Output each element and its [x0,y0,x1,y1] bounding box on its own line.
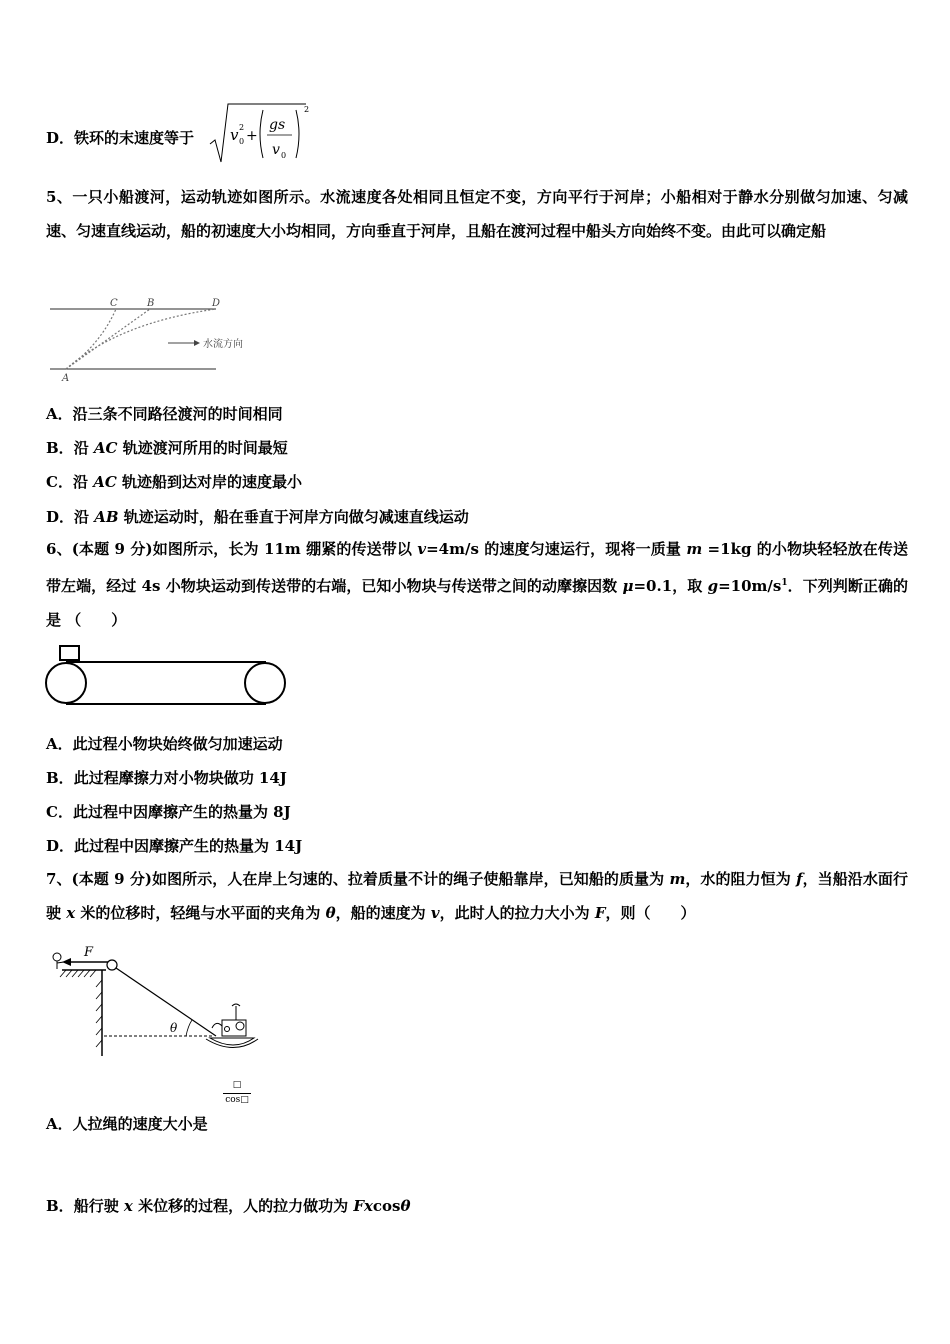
sup-2: 2 [239,123,245,132]
option-label: D． [46,129,75,147]
label-d: D [212,298,221,309]
q6-option-a [46,733,283,754]
denominator-sub: 0 [281,151,287,160]
stem-part: =10m/s [718,577,782,595]
angle-label: θ [170,1021,178,1035]
q4-option-d [46,127,194,148]
sub-0: 0 [239,137,245,146]
option-label: C． [46,473,73,491]
option-label: B． [46,1197,74,1215]
q5-option-b [46,437,288,458]
answer-theta: θ [400,1197,411,1215]
label-b: B [147,298,155,309]
symbol-v: v [417,540,427,558]
option-text-post: 轨迹渡河所用的时间最短 [117,439,288,457]
rope [116,968,216,1036]
symbol-f: f [796,870,803,888]
option-text: 此过程摩擦力对小物块做功 14J [73,769,287,787]
plus-sign: + [246,128,258,144]
label-a: A [62,373,70,384]
option-label: B． [46,439,74,457]
q7-option-a-fraction [222,1080,252,1106]
answer-cos: cos [372,1197,401,1215]
left-pulley [46,663,86,703]
fraction-numerator: □ [232,1080,242,1090]
option-label: A． [46,405,73,423]
option-text: 此过程中因摩擦产生的热量为 14J [74,837,303,855]
symbol-m: m [686,540,703,558]
option-text: 此过程中因摩擦产生的热量为 8J [72,803,291,821]
v-symbol: v [230,126,239,144]
stem-part: =4m/s 的速度匀速运行，现将一质量 [426,540,687,558]
q4-formula [206,98,316,168]
option-text-post: 轨迹运动时，船在垂直于河岸方向做匀减速直线运动 [118,508,469,526]
q7-option-b [46,1195,411,1216]
stem-part: 6、(本题 9 分)如图所示，长为 11m 绷紧的传送带以 [46,540,418,558]
path-name: AC [93,473,117,491]
stem-part: =0.1，取 [633,577,708,595]
stem-part: ，当船沿水面行驶 [46,870,908,922]
q5-option-d [46,506,469,527]
option-text-pre: 沿 [73,439,94,457]
option-label: D． [46,837,75,855]
path-name: AC [93,439,118,457]
stem-part: =1kg 的小物块轻轻放在传送带左端，经过 4s 小物块运动到传送带的右端，已知小物块与传送带之间的动摩擦因数 [46,540,908,595]
q7-boat-figure [46,940,266,1060]
option-text: 铁环的末速度等于 [74,129,195,147]
q7-option-a [46,1113,208,1134]
option-text: 沿三条不同路径渡河的时间相同 [72,405,283,423]
q5-option-a [46,403,283,424]
stem-part: ，则（ ） [605,904,696,922]
option-text-pre: 沿 [72,473,94,491]
outer-sup-2: 2 [304,105,310,114]
q6-stem [46,532,908,637]
path-name: AB [94,508,119,526]
denominator-v: v [272,142,280,158]
stem-part: 米的位移时，轻绳与水平面的夹角为 [75,904,326,922]
symbol-v: v [430,904,440,922]
answer-fx: Fx [353,1197,373,1215]
option-label: B． [46,769,74,787]
q6-option-b [46,767,287,788]
q6-conveyor-figure [44,644,290,708]
option-text-post: 轨迹船到达对岸的速度最小 [116,473,302,491]
option-label: A． [46,735,73,753]
flow-direction-label: 水流方向 [203,339,243,350]
option-text: 此过程小物块始终做匀加速运动 [72,735,283,753]
label-c: C [110,298,118,309]
block [60,646,79,660]
option-text-pre: 沿 [74,508,95,526]
option-label: D． [46,508,75,526]
numerator: gs [269,117,286,133]
pulley [107,960,117,970]
q7-stem [46,862,908,930]
stem-part: ，此时人的拉力大小为 [439,904,595,922]
path-ab [66,309,150,369]
fraction-denominator: cos□ [225,1095,249,1105]
q5-option-c [46,471,302,492]
stem-part: ，水的阻力恒为 [685,870,797,888]
q6-option-d [46,835,302,856]
symbol-g: g [707,577,719,595]
force-arrow-icon [62,958,71,966]
boat-icon [206,1004,258,1048]
symbol-x: x [123,1197,133,1215]
symbol-mu: μ [622,577,634,595]
right-pulley [245,663,285,703]
q5-river-figure [48,295,258,385]
flow-arrow-icon [194,340,200,346]
option-text-mid: 米位移的过程，人的拉力做功为 [132,1197,354,1215]
superscript: 1 [781,578,788,588]
symbol-theta: θ [325,904,336,922]
stem-part: ．下列判断正确的是 （ ） [46,577,908,629]
symbol-F: F [594,904,606,922]
option-label: A． [46,1115,73,1133]
force-label: F [84,945,94,960]
symbol-x: x [66,904,76,922]
option-text: 人拉绳的速度大小是 [72,1115,208,1133]
symbol-m: m [669,870,686,888]
path-ad [66,309,216,369]
stem-part: 7、(本题 9 分)如图所示，人在岸上匀速的、拉着质量不计的绳子使船靠岸，已知船的质量为 [46,870,670,888]
stem-part: ，船的速度为 [335,904,431,922]
option-label: C． [46,803,73,821]
q6-option-c [46,801,291,822]
option-text-pre: 船行驶 [73,1197,124,1215]
q5-stem: 5、一只小船渡河，运动轨迹如图所示。水流速度各处相同且恒定不变，方向平行于河岸；小船相对于静水分别做匀加速、匀减速、匀速直线运动，船的初速度大小均相同，方向垂直于河岸，且船在渡河过程中船头方向始终不变。由此可以确定船 [46,188,908,240]
person-icon [53,953,61,961]
